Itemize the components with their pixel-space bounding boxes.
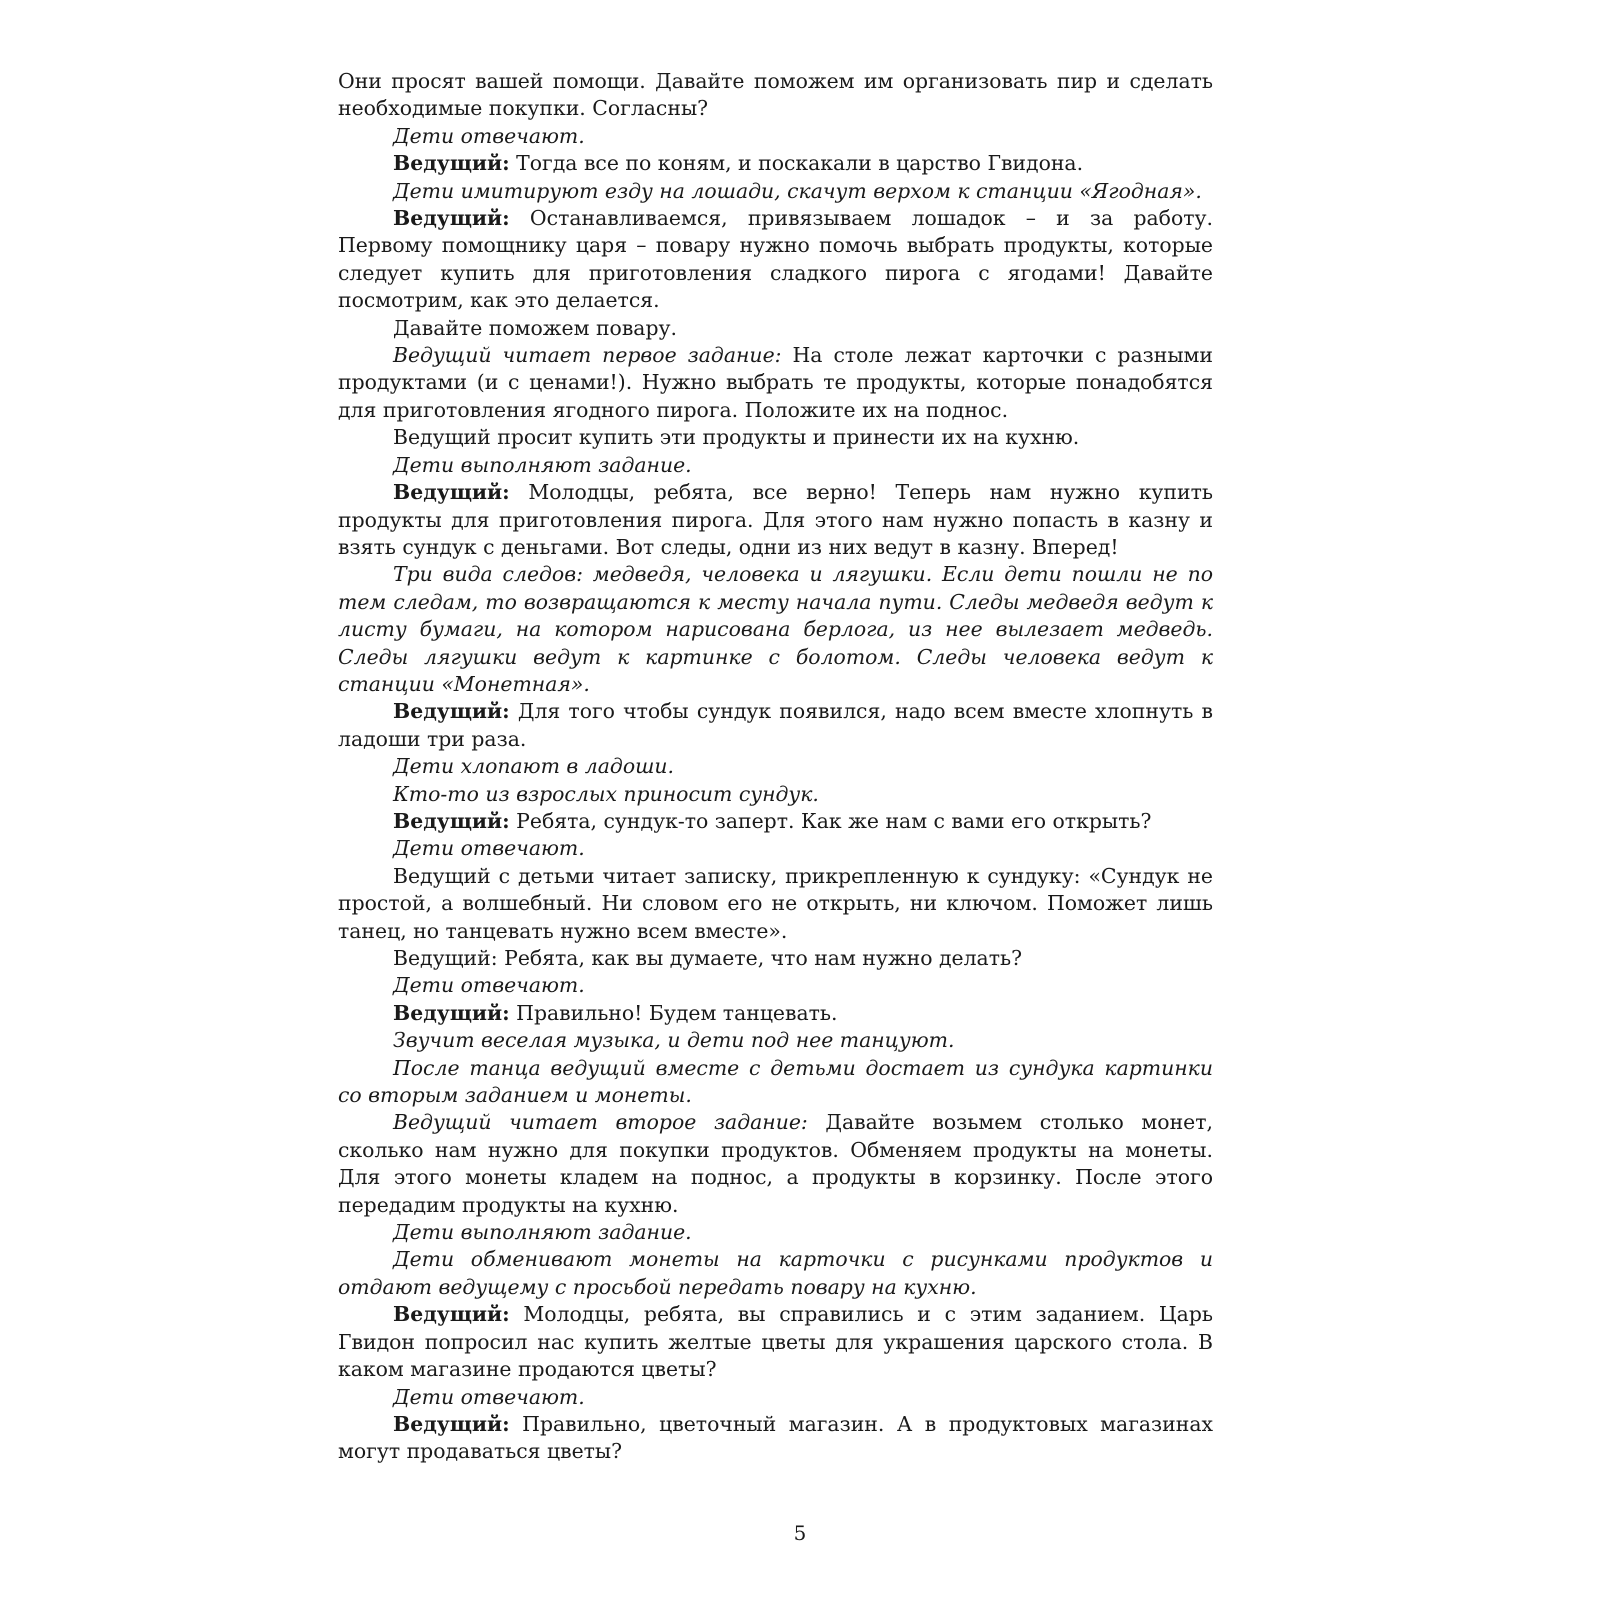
speech-paragraph xyxy=(338,150,1213,177)
task-text: На столе лежат карточки с разными продуктами (и с ценами!). Нужно выбрать те продукты, которые понадобятся для приготовления ягодного пирога. Положите их на поднос. xyxy=(338,343,1213,422)
page-body xyxy=(338,68,1213,1466)
stage-direction: Дети отвечают. xyxy=(393,1384,585,1409)
speaker-label: Ведущий: xyxy=(393,1302,510,1327)
speaker-label: Ведущий: xyxy=(393,480,510,505)
speech-paragraph xyxy=(338,698,1213,753)
speech-paragraph xyxy=(338,1000,1213,1027)
speech-text: Правильно! Будем танцевать. xyxy=(509,1000,838,1025)
speaker-label: Ведущий: xyxy=(393,151,510,176)
speech-paragraph xyxy=(338,808,1213,835)
speech-paragraph xyxy=(338,479,1213,561)
stage-direction: Три вида следов: медведя, человека и лягушки. Если дети пошли не по тем следам, то возвращаются к месту начала пути. Следы медведя ведут к листу бумаги, на котором нарисована берлога, из нее вылезает медведь. Следы лягушки ведут к картинке с болотом. Следы человека ведут к станции «Монетная». xyxy=(338,562,1213,696)
speech-text: Молодцы, ребята, все верно! Теперь нам нужно купить продукты для приготовления пирога. Для этого нам нужно попасть в казну и взять сундук с деньгами. Вот следы, одни из них ведут в казну. Вперед! xyxy=(338,480,1213,559)
stage-direction: Дети выполняют задание. xyxy=(393,452,692,477)
speaker-label: Ведущий: xyxy=(393,808,510,833)
speech-text: Ребята, сундук-то заперт. Как же нам с вами его открыть? xyxy=(509,808,1152,833)
paragraph: Ведущий с детьми читает записку, прикрепленную к сундуку: «Сундук не простой, а волшебный. Ни словом его не открыть, ни ключом. Поможет лишь танец, но танцевать нужно всем вместе». xyxy=(338,863,1213,943)
speaker-label: Ведущий: xyxy=(393,206,510,231)
task-text: Давайте возьмем столько монет, сколько нам нужно для покупки продуктов. Обменяем продукты на монеты. Для этого монеты кладем на поднос, а продукты в корзинку. После этого передадим продукты на кухню. xyxy=(338,1110,1213,1217)
speech-text: Тогда все по коням, и поскакали в царство Гвидона. xyxy=(509,151,1084,176)
speech-paragraph xyxy=(338,205,1213,315)
speech-paragraph xyxy=(338,1411,1213,1466)
task-lead: Ведущий читает второе задание: xyxy=(393,1110,808,1135)
speech-text: Для того чтобы сундук появился, надо всем вместе хлопнуть в ладоши три раза. xyxy=(338,699,1213,751)
stage-direction: Дети имитируют езду на лошади, скачут верхом к станции «Ягодная». xyxy=(393,178,1202,203)
stage-direction: Дети отвечают. xyxy=(393,836,585,861)
speech-text: Останавливаемся, привязываем лошадок – и за работу. Первому помощнику царя – повару нужно помочь выбрать продукты, которые следует купить для приготовления сладкого пирога с ягодами! Давайте посмотрим, как это делается. xyxy=(338,206,1213,313)
stage-direction: Дети выполняют задание. xyxy=(393,1220,692,1245)
speaker-label: Ведущий: xyxy=(393,699,510,724)
speaker-label: Ведущий: xyxy=(393,1000,510,1025)
stage-direction: Дети отвечают. xyxy=(393,973,585,998)
stage-direction: Кто-то из взрослых приносит сундук. xyxy=(393,781,819,806)
stage-direction: Звучит веселая музыка, и дети под нее танцуют. xyxy=(393,1028,955,1053)
paragraph: Давайте поможем повару. xyxy=(393,315,677,340)
page-number: 5 xyxy=(793,1521,807,1545)
paragraph: Ведущий просит купить эти продукты и принести их на кухню. xyxy=(393,425,1080,450)
speaker-label: Ведущий: xyxy=(393,1411,510,1436)
task-lead: Ведущий читает первое задание: xyxy=(393,343,782,368)
stage-direction: Дети хлопают в ладоши. xyxy=(393,754,675,779)
task-paragraph xyxy=(338,1109,1213,1219)
paragraph: Ведущий: Ребята, как вы думаете, что нам нужно делать? xyxy=(393,946,1023,970)
paragraph: Они просят вашей помощи. Давайте поможем им организовать пир и сделать необходимые покупки. Согласны? xyxy=(338,69,1213,121)
stage-direction: Дети отвечают. xyxy=(393,123,585,148)
task-paragraph xyxy=(338,342,1213,424)
stage-direction: Дети обменивают монеты на карточки с рисунками продуктов и отдают ведущему с просьбой передать повару на кухню. xyxy=(338,1247,1213,1299)
speech-text: Правильно, цветочный магазин. А в продуктовых магазинах могут продаваться цветы? xyxy=(338,1411,1213,1464)
speech-text: Молодцы, ребята, вы справились и с этим заданием. Царь Гвидон попросил нас купить желтые цветы для украшения царского стола. В каком магазине продаются цветы? xyxy=(338,1302,1213,1382)
speech-paragraph xyxy=(338,1301,1213,1383)
stage-direction: После танца ведущий вместе с детьми достает из сундука картинки со вторым заданием и монеты. xyxy=(338,1055,1213,1108)
